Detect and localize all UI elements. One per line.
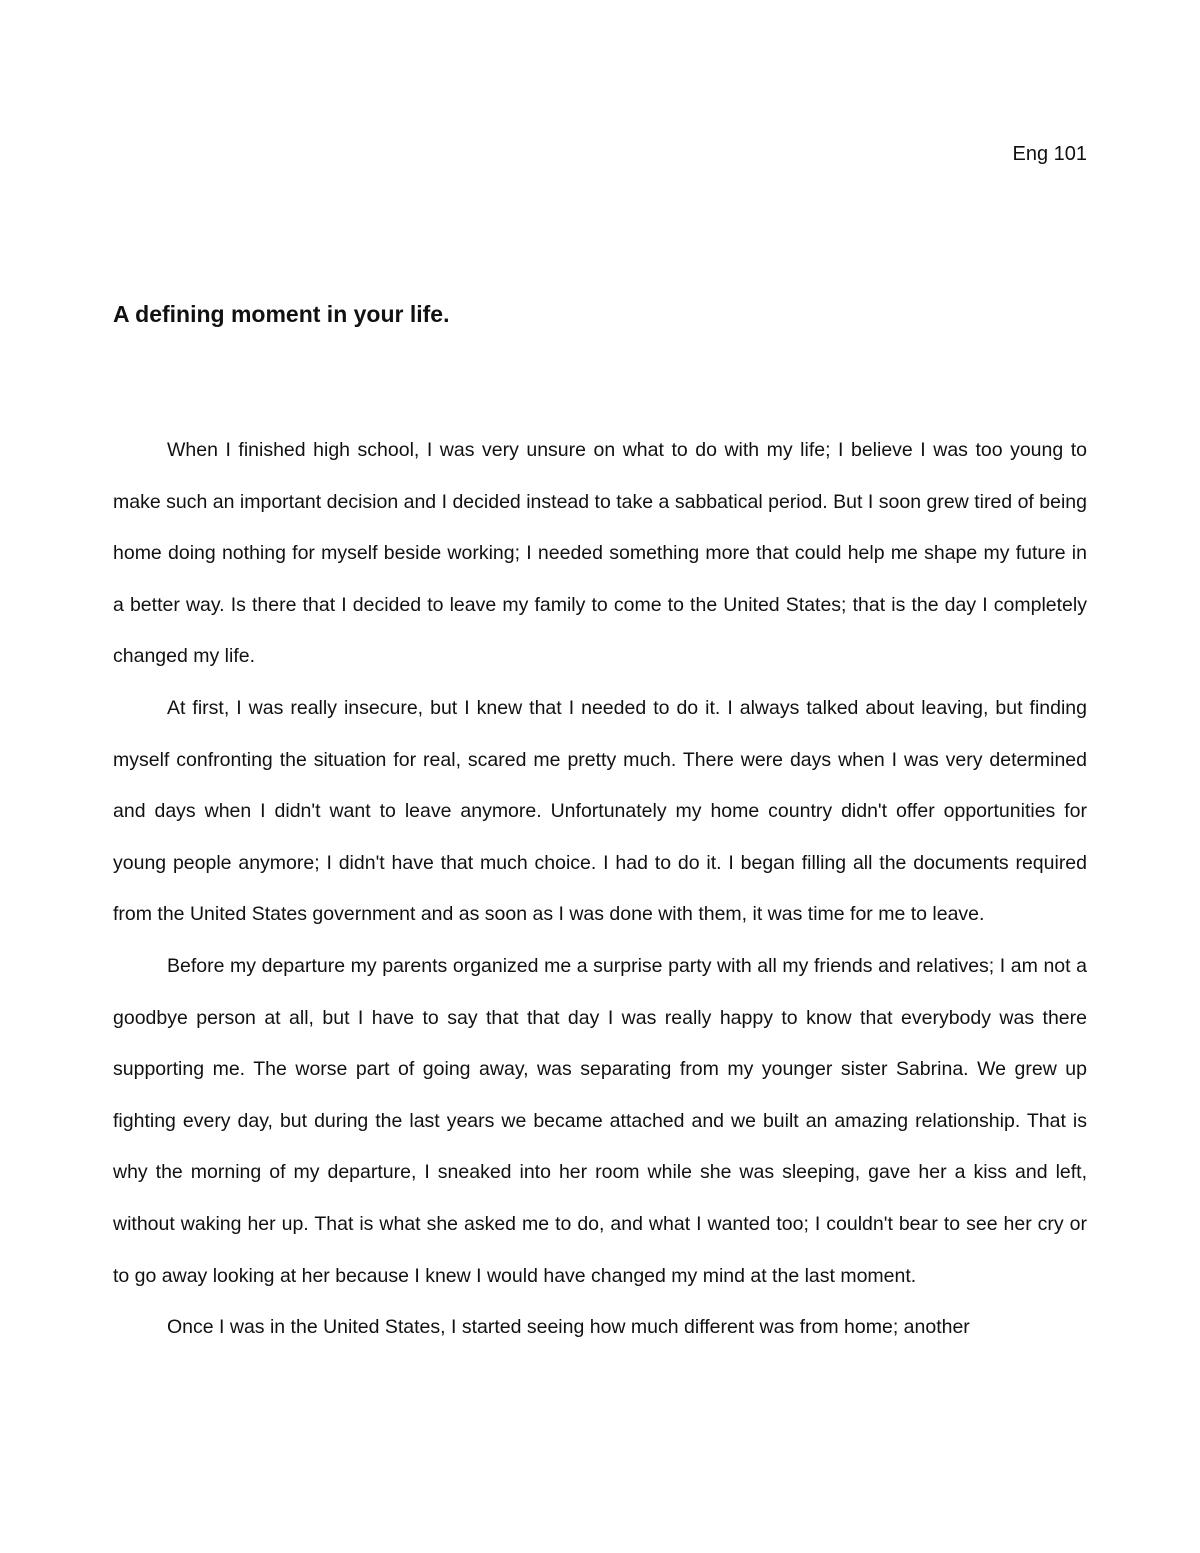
paragraph: When I finished high school, I was very unsure on what to do with my life; I believe I was too young to make such an important decision and I decided instead to take a sabbatical period. But I soon grew tired of being home doing nothing for myself beside working; I needed something more that could help me shape my future in a better way. Is there that I decided to leave my family to come to the United States; that is the day I completely changed my life.: [113, 439, 1087, 668]
essay-title: A defining moment in your life.: [113, 301, 450, 327]
essay-body: [113, 425, 1087, 1354]
paragraph: Once I was in the United States, I started seeing how much different was from home; another: [167, 1316, 970, 1339]
paragraph: At first, I was really insecure, but I knew that I needed to do it. I always talked about leaving, but finding myself confronting the situation for real, scared me pretty much. There were days when I was very determined and days when I didn't want to leave anymore. Unfortunately my home country didn't offer opportunities for young people anymore; I didn't have that much choice. I had to do it. I began filling all the documents required from the United States government and as soon as I was done with them, it was time for me to leave.: [113, 696, 1087, 926]
course-header: Eng 101: [1012, 143, 1087, 165]
paragraph: Before my departure my parents organized me a surprise party with all my friends and relatives; I am not a goodbye person at all, but I have to say that that day I was really happy to know that everybody was there supporting me. The worse part of going away, was separating from my younger sister Sabrina. We grew up fighting every day, but during the last years we became attached and we built an amazing relationship. That is why the morning of my departure, I sneaked into her room while she was sleeping, gave her a kiss and left, without waking her up. That is what she asked me to do, and what I wanted too; I couldn't bear to see her cry or to go away looking at her because I knew I would have changed my mind at the last moment.: [113, 954, 1087, 1287]
